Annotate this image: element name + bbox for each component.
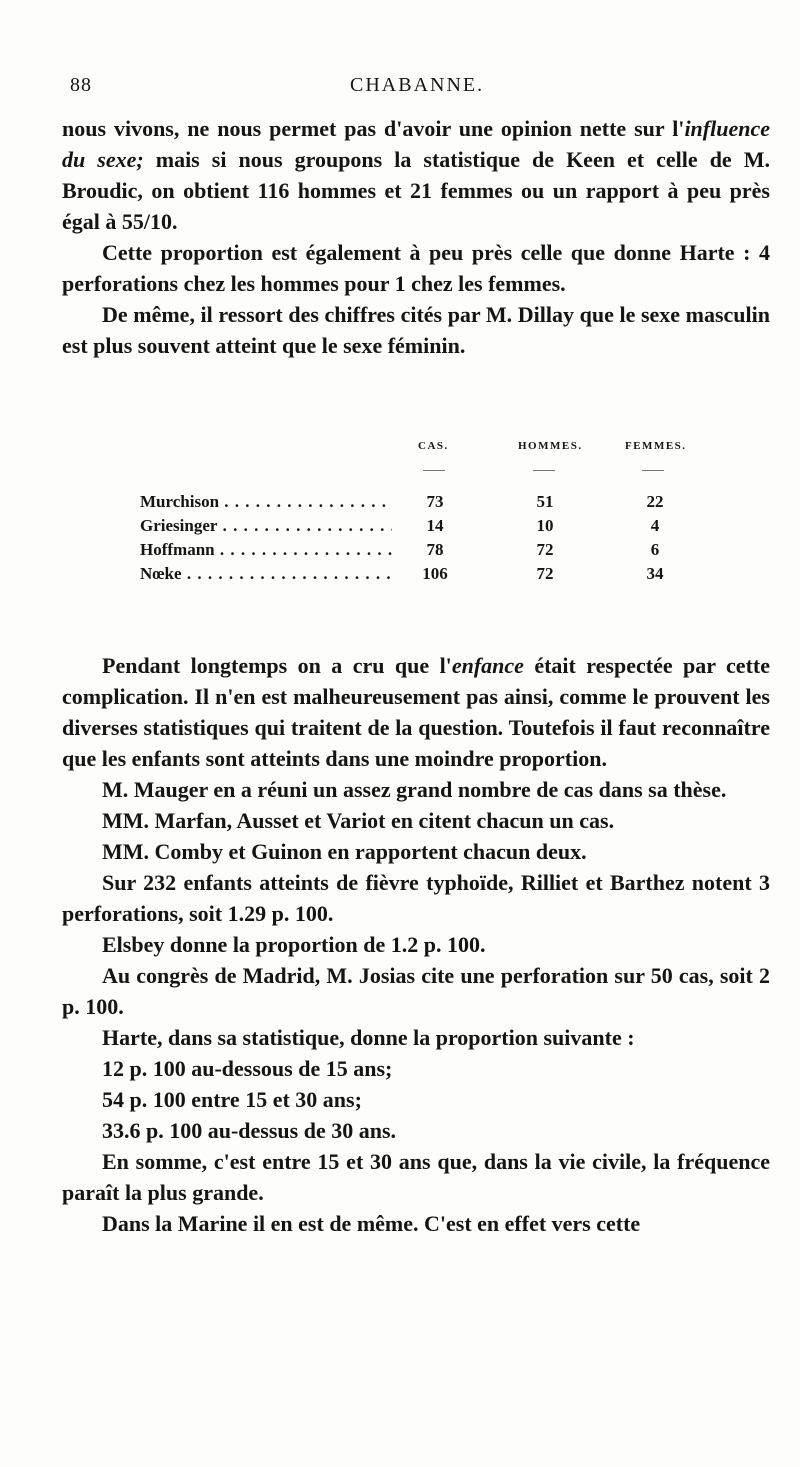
row-femmes-value: 4 — [650, 516, 660, 535]
row-femmes-value: 6 — [650, 540, 660, 559]
paragraph-harte-proportion: Harte, dans sa statistique, donne la proportion suivante : — [102, 1025, 635, 1050]
row-hommes-value: 72 — [536, 564, 554, 583]
header-rule — [642, 470, 664, 471]
row-cas-value: 106 — [422, 564, 448, 583]
row-author: Hoffmann . . . — [140, 540, 392, 560]
paragraph-enfance — [62, 650, 770, 774]
row-cas-value: 14 — [426, 516, 444, 535]
paragraph-text: était respectée par cette complication. Il n'en est malheureusement pas ainsi, comme le prouvent les diverses statistiques qui traitent de la question. Toutefois il faut reconnaître que les enfants sont atteints dans une moindre proportion. — [62, 653, 770, 771]
paragraph-marine: Dans la Marine il en est de même. C'est en effet vers cette — [102, 1211, 641, 1236]
page-number: 88 — [70, 74, 92, 96]
row-femmes-value: 34 — [646, 564, 664, 583]
list-item-over-30: 33.6 p. 100 au-dessus de 30 ans. — [102, 1118, 397, 1143]
running-head: CHABANNE. — [350, 74, 485, 96]
paragraph-influence-du-sexe — [62, 113, 770, 237]
row-author: Nœke . . . — [140, 564, 392, 584]
column-header-cas: CAS. — [418, 440, 449, 452]
table-row — [140, 516, 740, 540]
row-hommes-value: 10 — [536, 516, 554, 535]
paragraph-dillay: De même, il ressort des chiffres cités par M. Dillay que le sexe masculin est plus souvent atteint que le sexe féminin. — [62, 302, 770, 358]
paragraph-harte: Cette proportion est également à peu près celle que donne Harte : 4 perforations chez les hommes pour 1 chez les femmes. — [62, 240, 770, 296]
statistics-table — [140, 440, 740, 610]
paragraph-josias: Au congrès de Madrid, M. Josias cite une perforation sur 50 cas, soit 2 p. 100. — [62, 963, 770, 1019]
italic-phrase: enfance — [451, 653, 524, 678]
row-hommes-value: 72 — [536, 540, 554, 559]
paragraph-rilliet: Sur 232 enfants atteints de fièvre typhoïde, Rilliet et Barthez notent 3 perforations, soit 1.29 p. 100. — [62, 870, 770, 926]
column-header-hommes: HOMMES. — [518, 440, 583, 452]
column-header-femmes: FEMMES. — [625, 440, 687, 452]
page-header — [70, 74, 770, 104]
italic-phrase: influence du sexe; — [62, 116, 770, 172]
paragraph-en-somme: En somme, c'est entre 15 et 30 ans que, dans la vie civile, la fréquence paraît la plus grande. — [62, 1149, 770, 1205]
table-row — [140, 540, 740, 564]
header-rule — [533, 470, 555, 471]
row-cas-value: 78 — [426, 540, 444, 559]
paragraph-elsbey: Elsbey donne la proportion de 1.2 p. 100. — [102, 932, 486, 957]
row-author: Griesinger . . . — [140, 516, 392, 536]
paragraph-mauger: M. Mauger en a réuni un assez grand nombre de cas dans sa thèse. — [102, 777, 727, 802]
header-rule — [423, 470, 445, 471]
row-hommes-value: 51 — [536, 492, 554, 511]
paragraph-text: mais si nous groupons la statistique de Keen et celle de M. Broudic, on obtient 116 hommes et 21 femmes ou un rapport à peu près égal à 55/10. — [62, 147, 771, 234]
list-item-under-15: 12 p. 100 au-dessous de 15 ans; — [102, 1056, 393, 1081]
paragraph-marfan: MM. Marfan, Ausset et Variot en citent chacun un cas. — [102, 808, 615, 833]
table-row — [140, 492, 740, 516]
paragraph-text: Pendant longtemps on a cru que l' — [102, 653, 452, 678]
table-row — [140, 564, 740, 588]
paragraph-text: nous vivons, ne nous permet pas d'avoir une opinion nette sur l' — [62, 116, 685, 141]
paragraph-comby: MM. Comby et Guinon en rapportent chacun deux. — [102, 839, 587, 864]
row-author: Murchison . . . — [140, 492, 392, 512]
list-item-15-30: 54 p. 100 entre 15 et 30 ans; — [102, 1087, 362, 1112]
row-femmes-value: 22 — [646, 492, 664, 511]
text-block-top — [62, 113, 770, 361]
text-block-bottom — [62, 650, 770, 1239]
row-cas-value: 73 — [426, 492, 444, 511]
